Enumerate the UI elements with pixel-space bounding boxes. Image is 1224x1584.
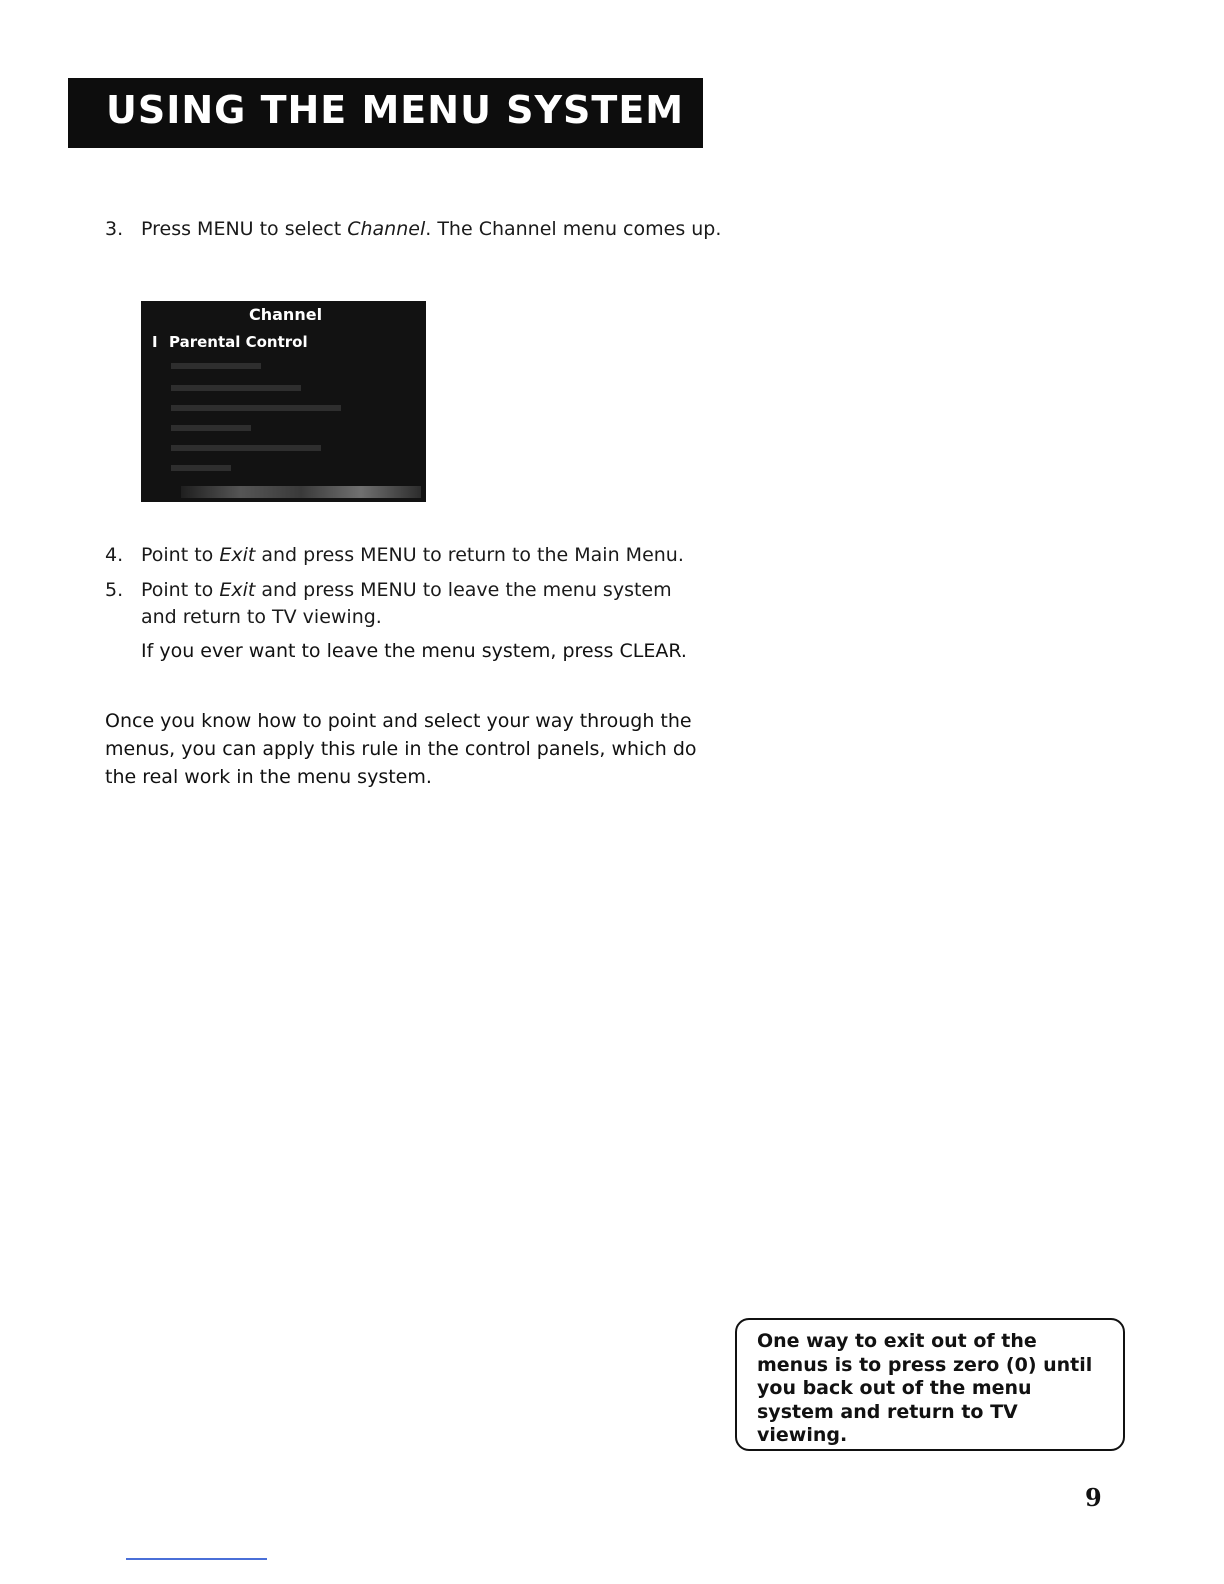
section-header-bar	[68, 78, 703, 148]
menu-faded-item	[171, 385, 301, 391]
menu-faded-item	[171, 363, 261, 369]
step-text-pre: Point to	[141, 544, 220, 566]
menu-selection-marker: I	[152, 333, 158, 351]
step-number: 3.	[105, 218, 124, 240]
step-text-post: . The Channel menu comes up.	[425, 218, 722, 240]
step-text	[141, 216, 741, 243]
menu-faded-item	[171, 445, 321, 451]
step-number: 5.	[105, 579, 124, 601]
tip-text: One way to exit out of the menus is to press zero (0) until you back out of the menu system and return to TV viewing.	[757, 1330, 1093, 1446]
step-text-pre: Point to	[141, 579, 220, 601]
page-number: 9	[1085, 1483, 1102, 1512]
step-text-post: and press MENU to return to the Main Menu.	[255, 544, 684, 566]
clear-note: If you ever want to leave the menu system, press CLEAR.	[141, 640, 687, 662]
menu-title: Channel	[249, 305, 323, 324]
menu-scan-noise	[181, 486, 421, 498]
step-text	[141, 542, 741, 569]
step-text-emphasis: Exit	[219, 579, 256, 601]
step-text-post: and press MENU to leave the menu system and return to TV viewing.	[141, 579, 672, 628]
footer-rule	[126, 1558, 267, 1560]
step-text	[141, 577, 701, 631]
tip-callout	[735, 1318, 1125, 1451]
step-number: 4.	[105, 544, 124, 566]
menu-faded-item	[171, 425, 251, 431]
channel-menu-screenshot	[141, 301, 426, 502]
step-text-emphasis: Exit	[219, 544, 256, 566]
body-paragraph: Once you know how to point and select your way through the menus, you can apply this rule in the control panels, which do the real work in the menu system.	[105, 710, 697, 788]
menu-faded-item	[171, 465, 231, 471]
section-title: USING THE MENU SYSTEM	[106, 88, 685, 132]
menu-item-parental-control: Parental Control	[169, 333, 308, 351]
menu-faded-item	[171, 405, 341, 411]
step-text-pre: Press MENU to select	[141, 218, 348, 240]
step-text-emphasis: Channel	[347, 218, 426, 240]
